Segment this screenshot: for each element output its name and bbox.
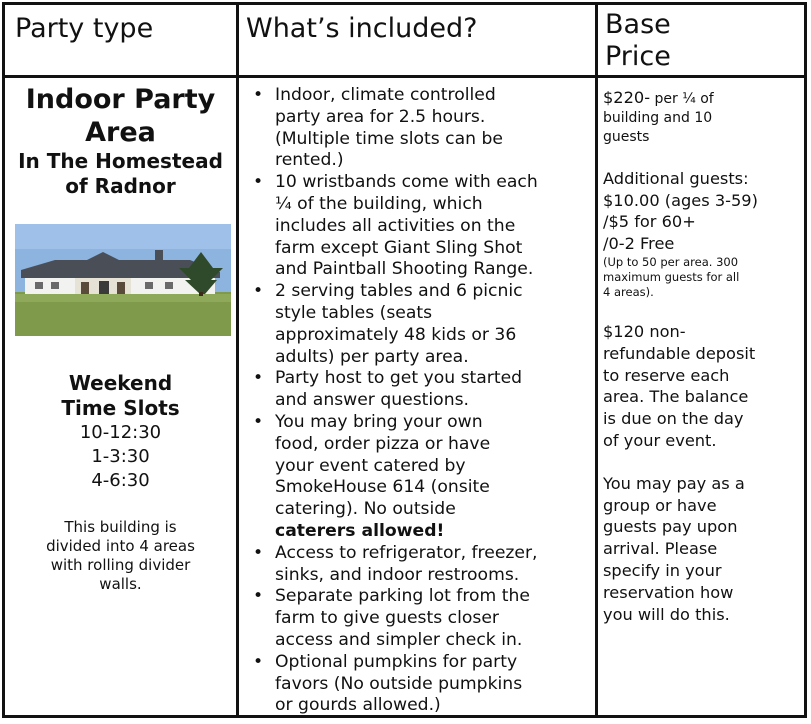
item-line: approximately 48 kids or 36 (275, 324, 517, 345)
base-price-line (603, 87, 807, 109)
header-divider (5, 75, 804, 78)
payment-line: group or have (603, 495, 717, 515)
party-type-cell (5, 83, 236, 199)
party-pricing-table (2, 2, 807, 718)
header-whats-included: What’s included? (246, 13, 478, 44)
column-divider (595, 5, 598, 715)
additional-guests-line: /$5 for 60+ (603, 212, 696, 232)
included-item-pumpkins (275, 652, 593, 717)
item-line: style tables (seats (275, 302, 433, 323)
included-item-party-host (275, 368, 593, 412)
area-subtitle-line2: of Radnor (65, 174, 176, 198)
time-slot: 10-12:30 (79, 422, 162, 443)
item-line: • Access to refrigerator, freezer, (275, 542, 538, 563)
area-title-line2: Area (85, 117, 156, 148)
item-line: rented.) (275, 150, 344, 171)
base-price-detail: building and 10 (603, 109, 713, 126)
payment-line: You may pay as a (603, 473, 745, 493)
item-line: includes all activities on the (275, 215, 516, 236)
included-item-climate (275, 85, 593, 172)
time-slot: 1-3:30 (91, 446, 150, 467)
additional-guests-line: Additional guests: (603, 168, 749, 188)
payment-line: guests pay upon (603, 517, 738, 537)
item-line: ¼ of the building, which (275, 193, 483, 214)
column-divider (236, 5, 239, 715)
item-line: • 10 wristbands come with each (275, 172, 538, 193)
deposit-line: $120 non- (603, 321, 686, 341)
item-line: and Paintball Shooting Range. (275, 259, 534, 280)
slots-title-line1: Weekend (68, 371, 173, 395)
item-line: • You may bring your own (275, 411, 483, 432)
payment-line: specify in your (603, 560, 722, 580)
payment-line: reservation how (603, 582, 734, 602)
item-line: • Party host to get you started (275, 368, 523, 389)
item-line: adults) per party area. (275, 346, 469, 367)
item-line: farm except Giant Sling Shot (275, 237, 523, 258)
base-price-detail: guests (603, 128, 650, 145)
item-line: • Indoor, climate controlled (275, 85, 496, 105)
deposit-line: of your event. (603, 430, 717, 450)
deposit-line: refundable deposit (603, 343, 756, 363)
note-line: with rolling divider (50, 556, 191, 574)
item-line: favors (No outside pumpkins (275, 673, 523, 694)
time-slot: 4-6:30 (91, 470, 150, 491)
included-item-food (275, 412, 593, 543)
item-line: sinks, and indoor restrooms. (275, 564, 520, 585)
guest-limit-note: (Up to 50 per area. 300 (603, 254, 739, 269)
area-title-line1: Indoor Party (25, 84, 216, 115)
included-item-parking (275, 586, 593, 651)
item-line: SmokeHouse 614 (onsite (275, 477, 490, 498)
slots-title-line2: Time Slots (61, 396, 180, 420)
guest-limit-note: 4 areas). (603, 284, 654, 299)
payment-line: arrival. Please (603, 539, 718, 559)
base-price-detail: per ¼ of (650, 91, 714, 107)
deposit-line: to reserve each (603, 365, 730, 385)
deposit-line: is due on the day (603, 409, 744, 429)
item-line: and answer questions. (275, 390, 470, 411)
header-base-price-line1: Base (605, 9, 671, 40)
base-price-amount: $220- (603, 88, 651, 107)
item-line: your event catered by (275, 455, 466, 476)
time-slots (5, 371, 236, 493)
item-line: • 2 serving tables and 6 picnic (275, 281, 523, 302)
homestead-building-photo (15, 224, 231, 336)
payment-line: you will do this. (603, 604, 730, 624)
whats-included-cell (245, 85, 593, 717)
included-item-appliances (275, 543, 593, 587)
item-line: farm to give guests closer (275, 608, 499, 629)
item-line: party area for 2.5 hours. (275, 106, 486, 127)
note-line: walls. (99, 575, 142, 593)
item-line: catering). No outside (275, 499, 456, 520)
note-line: This building is (64, 518, 177, 536)
item-line: food, order pizza or have (275, 433, 491, 454)
item-line: • Separate parking lot from the (275, 586, 530, 607)
included-item-wristbands (275, 172, 593, 281)
included-item-tables (275, 281, 593, 368)
deposit-line: area. The balance (603, 387, 749, 407)
item-line: • Optional pumpkins for party (275, 651, 518, 672)
guest-limit-note: maximum guests for all (603, 269, 740, 284)
header-party-type: Party type (15, 13, 154, 44)
item-line: caterers allowed! (275, 520, 445, 541)
note-line: divided into 4 areas (46, 537, 195, 555)
area-subtitle-line1: In The Homestead (18, 149, 223, 173)
item-line: or gourds allowed.) (275, 695, 441, 716)
additional-guests-line: /0-2 Free (603, 234, 675, 254)
item-line: access and simpler check in. (275, 629, 523, 650)
additional-guests-line: $10.00 (ages 3-59) (603, 190, 758, 210)
base-price-cell (603, 87, 807, 625)
header-base-price (605, 9, 805, 73)
building-note (5, 518, 236, 594)
item-line: (Multiple time slots can be (275, 128, 503, 149)
header-base-price-line2: Price (605, 41, 671, 72)
included-list (245, 85, 593, 717)
